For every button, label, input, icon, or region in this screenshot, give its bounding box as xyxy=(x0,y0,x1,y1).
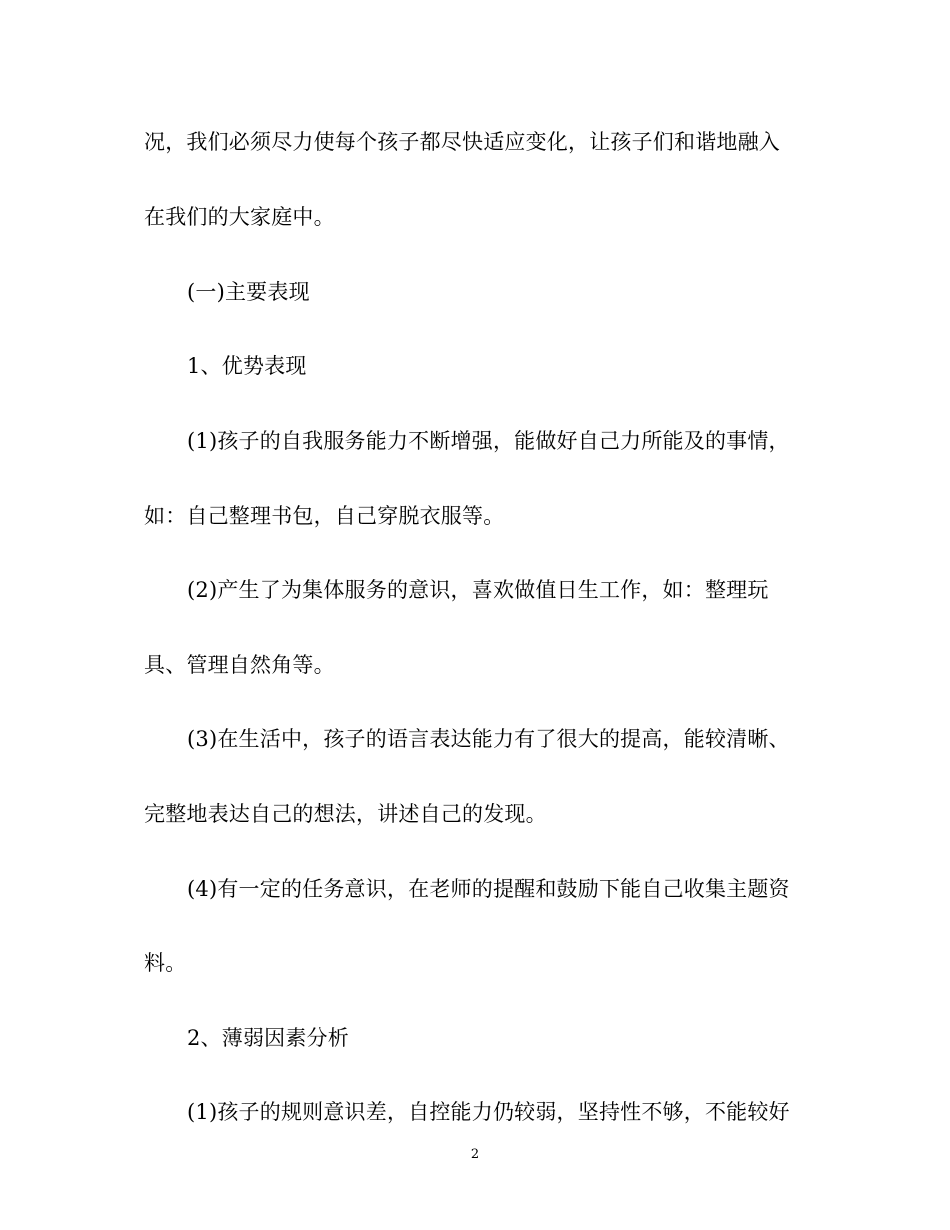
text-line: (1)孩子的自我服务能力不断增强，能做好自己力所能及的事情， xyxy=(187,429,790,453)
text-line: 在我们的大家庭中。 xyxy=(144,205,335,229)
text-line: (3)在生活中，孩子的语言表达能力有了很大的提高，能较清晰、 xyxy=(187,727,790,751)
text-line: (4)有一定的任务意识，在老师的提醒和鼓励下能自己收集主题资 xyxy=(187,877,790,901)
subsection-heading: 2、薄弱因素分析 xyxy=(187,1026,349,1050)
text-line: 完整地表达自己的想法，讲述自己的发现。 xyxy=(144,802,547,826)
text-line: (2)产生了为集体服务的意识，喜欢做值日生工作，如：整理玩 xyxy=(187,578,769,602)
text-line: (1)孩子的规则意识差，自控能力仍较弱，坚持性不够，不能较好 xyxy=(187,1100,790,1124)
text-line: 如：自己整理书包，自己穿脱衣服等。 xyxy=(144,504,505,528)
text-line: 况，我们必须尽力使每个孩子都尽快适应变化，让孩子们和谐地融入 xyxy=(144,130,780,154)
subsection-heading: 1、优势表现 xyxy=(187,354,307,378)
text-line: 具、管理自然角等。 xyxy=(144,653,335,677)
page-number: 2 xyxy=(470,1147,480,1162)
section-heading: (一)主要表现 xyxy=(187,280,310,304)
text-line: 料。 xyxy=(144,951,187,975)
